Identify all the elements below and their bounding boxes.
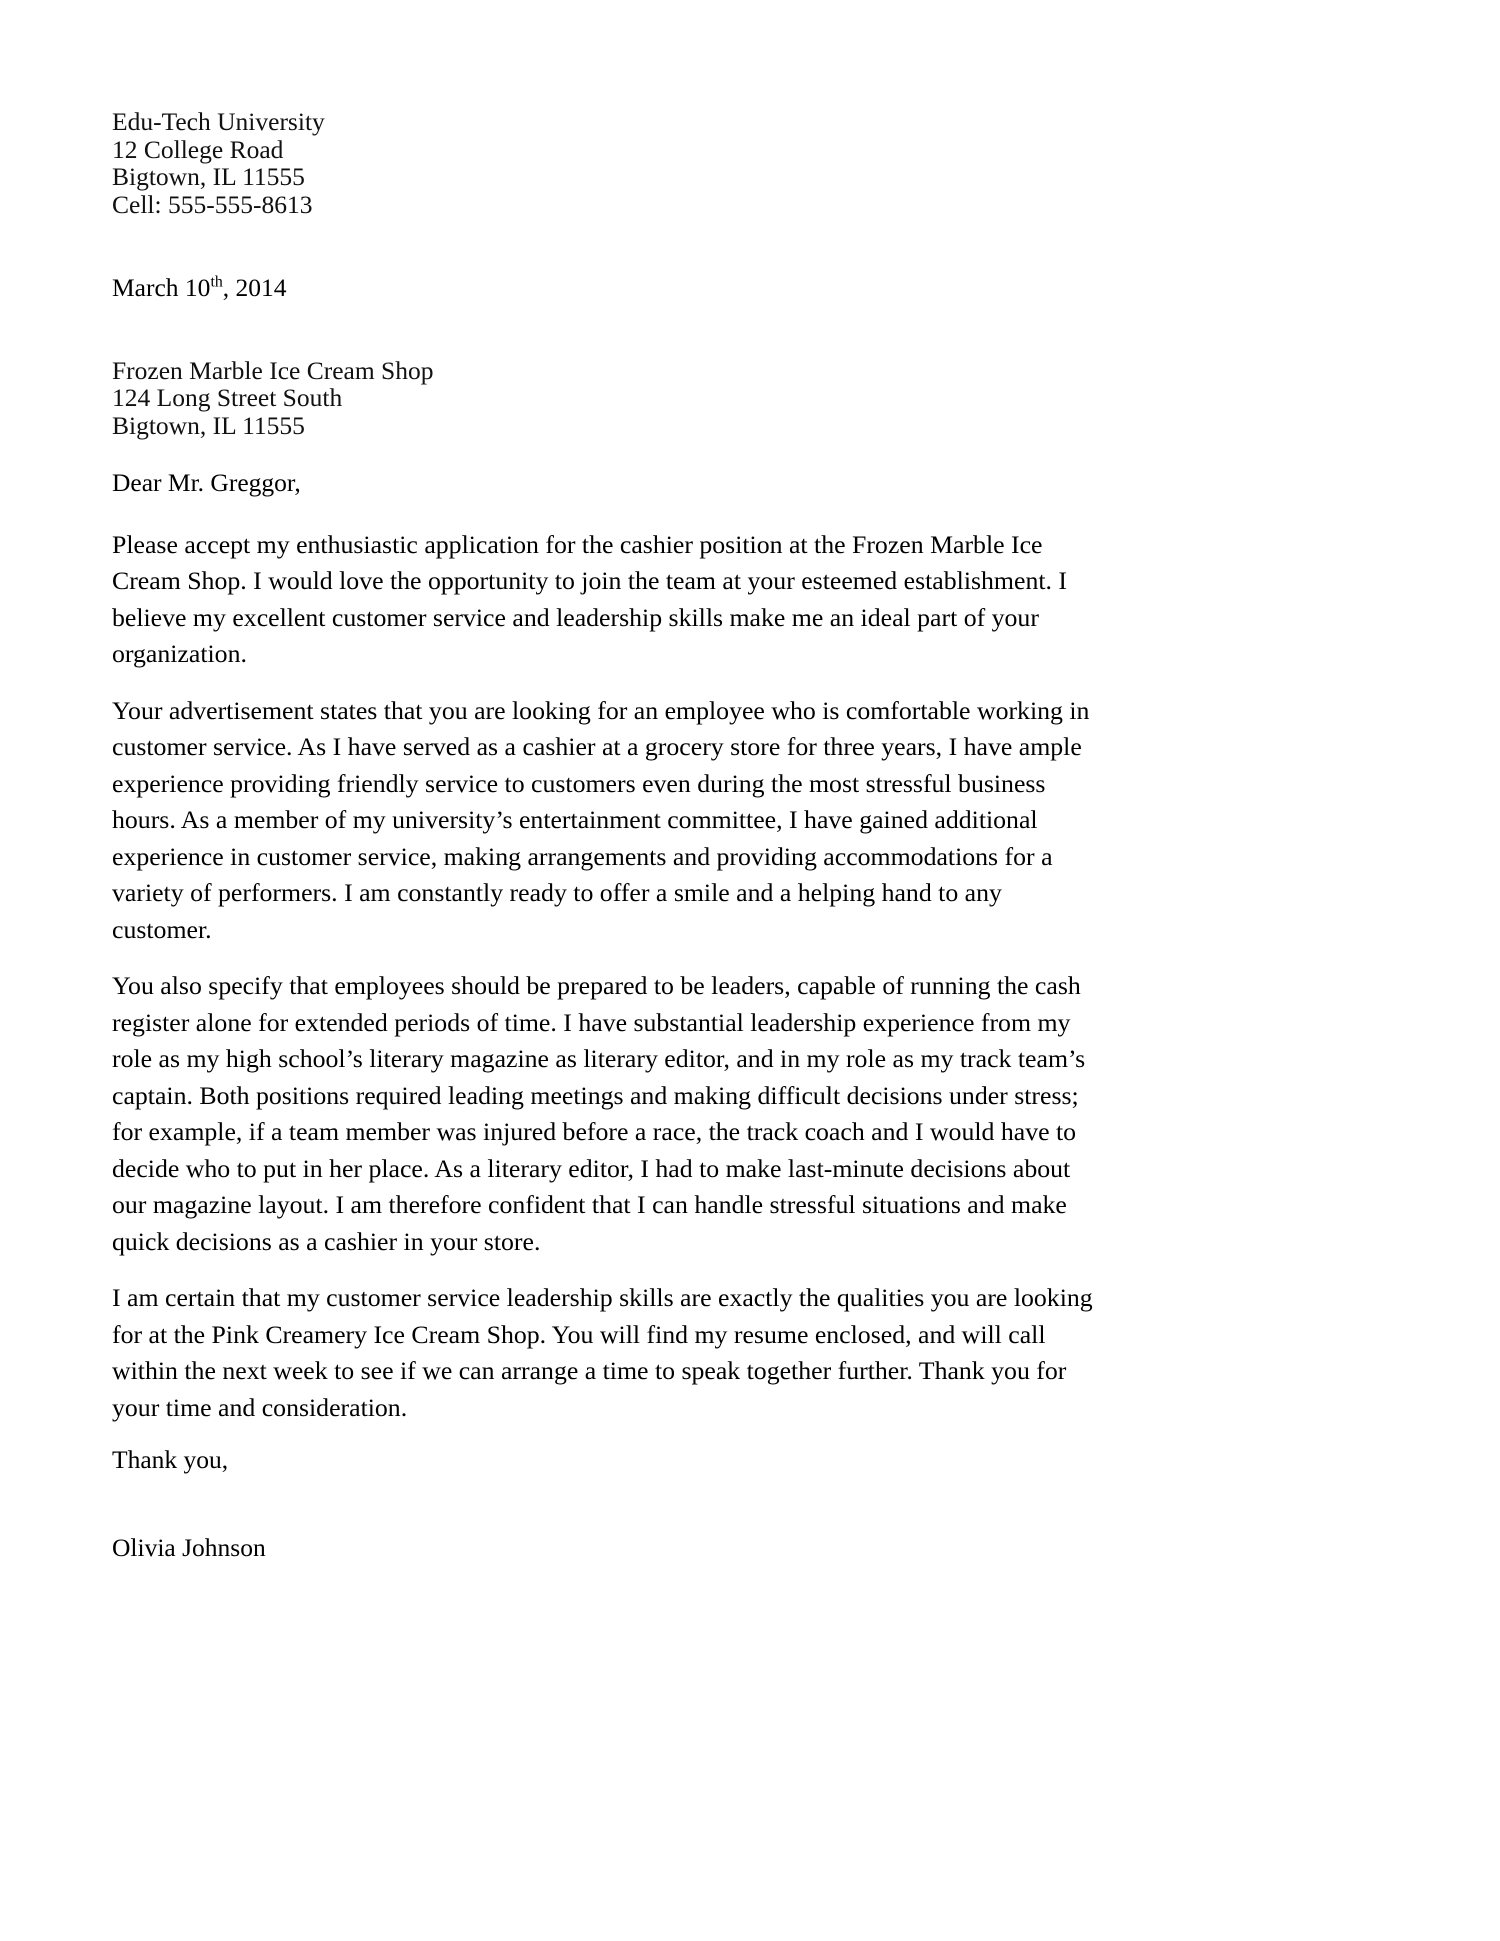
recipient-company-line: Frozen Marble Ice Cream Shop <box>112 355 434 385</box>
recipient-address-block <box>112 357 1102 440</box>
signature-name: Olivia Johnson <box>112 1532 266 1562</box>
letter-body <box>112 108 1102 1561</box>
date-ordinal-suffix: th <box>210 273 223 291</box>
sender-address-line: 12 College Road <box>112 134 284 164</box>
date-year: , 2014 <box>222 273 287 302</box>
body-paragraph: You also specify that employees should be prepared to be leaders, capable of running the cash register alone for extended periods of time. I have substantial leadership experience from my role as my high school’s literary magazine as literary editor, and in my role as my track team’s captain. Both positions required leading meetings and making difficult decisions under stress; for example, if a team member was injured before a race, the track coach and I would have to decide who to put in her place. As a literary editor, I had to make last-minute decisions about our magazine layout. I am therefore confident that I can handle stressful situations and make quick decisions as a cashier in your store. <box>112 971 1086 1256</box>
body-paragraph: I am certain that my customer service leadership skills are exactly the qualities you are looking for at the Pink Creamery Ice Cream Shop. You will find my resume enclosed, and will call within the next week to see if we can arrange a time to speak together further. Thank you for your time and consideration. <box>112 1283 1093 1422</box>
sender-address-line: Bigtown, IL 11555 <box>112 162 305 191</box>
spacer <box>112 439 1102 469</box>
signature-space <box>112 1474 1102 1534</box>
date-month-day: March 10 <box>112 273 211 302</box>
salutation: Dear Mr. Greggor, <box>112 468 301 497</box>
spacer <box>112 497 1102 527</box>
sender-phone-line: Cell: 555-555-8613 <box>112 189 313 219</box>
sender-address-line: Edu-Tech University <box>112 107 325 136</box>
recipient-address-line: 124 Long Street South <box>112 383 343 412</box>
body-paragraph: Please accept my enthusiastic application for the cashier position at the Frozen Marble Ice Cream Shop. I would love the opportunity to join the team at your esteemed establishment. I believe my excellent customer service and leadership skills make me an ideal part of your organization. <box>112 529 1068 668</box>
date-line <box>112 274 1102 302</box>
spacer <box>112 302 1102 357</box>
sender-address-block <box>112 108 1102 218</box>
recipient-city-line: Bigtown, IL 11555 <box>112 410 305 440</box>
spacer <box>112 218 1102 274</box>
body-paragraph: Your advertisement states that you are looking for an employee who is comfortable working in customer service. As I have served as a cashier at a grocery store for three years, I have ample experience providing friendly service to customers even during the most stressful business hours. As a member of my university’s entertainment committee, I have gained additional experience in customer service, making arrangements and providing accommodations for a variety of performers. I am constantly ready to offer a smile and a helping hand to any customer. <box>112 695 1090 944</box>
closing-line: Thank you, <box>112 1445 229 1474</box>
